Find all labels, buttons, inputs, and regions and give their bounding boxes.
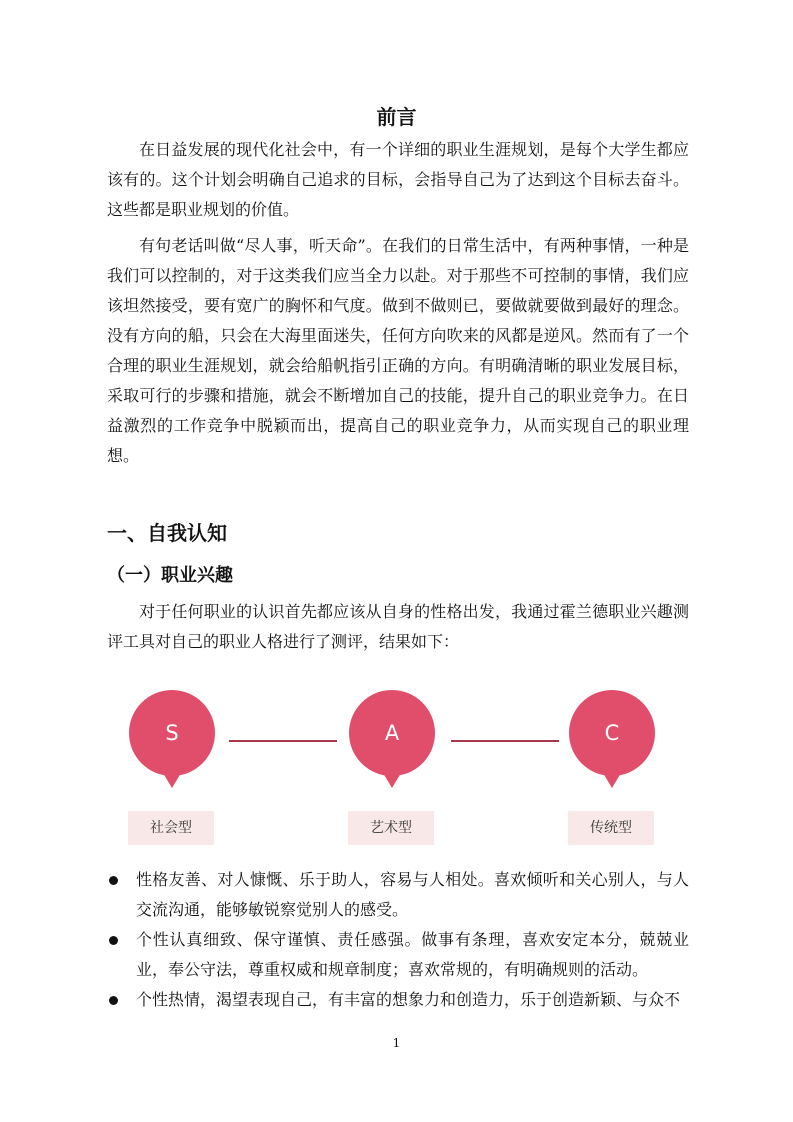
node-circle [129,690,215,776]
page-title: 前言 [376,105,417,129]
connector-line [451,740,559,742]
node-letter: C [604,721,620,745]
node-conventional [566,690,658,836]
subsection-heading: （一）职业兴趣 [107,565,233,586]
node-letter: S [165,721,179,745]
preface-paragraph-2: 有句老话叫做“尽人事，听天命”。在我们的日常生活中，有两种事情，一种是我们可以控制的，对于这类我们应当全力以赴。对于那些不可控制的事情，我们应该坦然接受，要有宽广的胸怀和气度。做到不做则已，要做就要做到最好的理念。没有方向的船，只会在大海里面迷失，任何方向吹来的风都是逆风。然而有了一个合理的职业生涯规划，就会给船帆指引正确的方向。有明确清晰的职业发展目标，采取可行的步骤和措施，就会不断增加自己的技能，提升自己的职业竞争力。在日益激烈的工作竞争中脱颖而出，提高自己的职业竞争力，从而实现自己的职业理想。 [107,236,689,465]
pointer-triangle [603,773,621,788]
preface-paragraph-1: 在日益发展的现代化社会中，有一个详细的职业生涯规划，是每个大学生都应该有的。这个计划会明确自己追求的目标，会指导自己为了达到这个目标去奋斗。这些都是职业规划的价值。 [107,140,689,219]
node-social [126,690,218,836]
pointer-triangle [383,773,401,788]
holland-code-diagram [0,690,793,850]
intro-paragraph: 对于任何职业的认识首先都应该从自身的性格出发，我通过霍兰德职业兴趣测评工具对自己的职业人格进行了测评，结果如下： [107,602,689,651]
node-label: 艺术型 [348,811,434,845]
connector-line [229,740,337,742]
list-item [107,925,689,985]
list-item-text: 个性认真细致、保守谨慎、责任感强。做事有条理，喜欢安定本分，兢兢业业，奉公守法，尊重权威和规章制度；喜欢常规的，有明确规则的活动。 [136,930,689,979]
pointer-triangle [163,773,181,788]
list-item [107,985,689,1015]
bullet-icon [109,936,118,945]
node-label: 社会型 [128,811,214,845]
node-circle [349,690,435,776]
list-item-text: 个性热情，渴望表现自己，有丰富的想象力和创造力，乐于创造新颖、与众不 [136,990,681,1009]
list-item-text: 性格友善、对人慷慨、乐于助人，容易与人相处。喜欢倾听和关心别人，与人交流沟通，能够敏锐察觉别人的感受。 [136,870,689,919]
node-letter: A [384,721,400,745]
node-label: 传统型 [568,811,654,845]
page-number: 1 [392,1036,401,1050]
list-item [107,865,689,925]
section-heading: 一、自我认知 [107,521,227,545]
bullet-icon [109,876,118,885]
bullet-icon [109,996,118,1005]
node-artistic [346,690,438,836]
node-circle [569,690,655,776]
trait-list [107,865,689,1015]
